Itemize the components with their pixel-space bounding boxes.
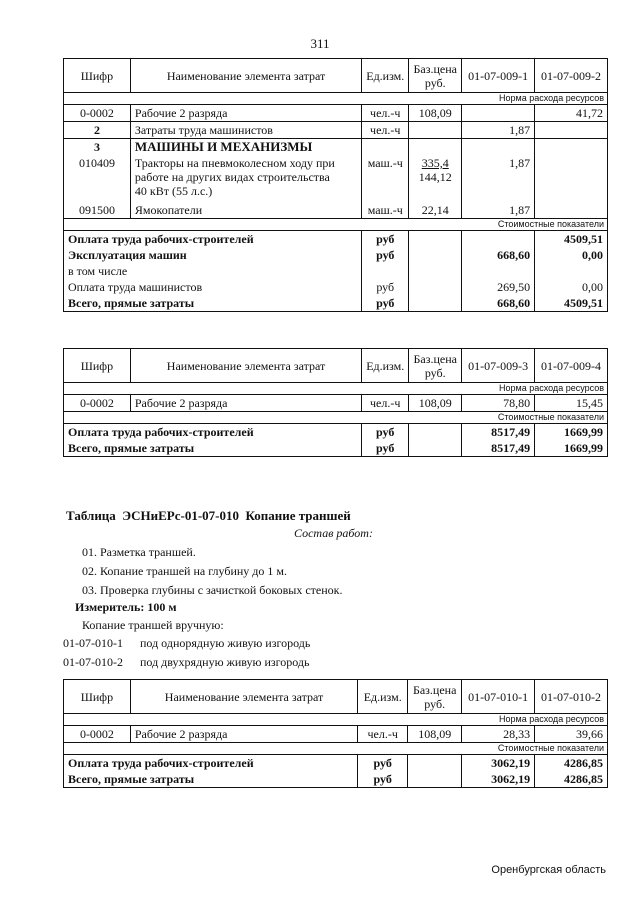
cost-name: Всего, прямые затраты — [64, 771, 358, 788]
row-value-2: 15,45 — [535, 395, 608, 412]
table-header-row — [64, 59, 608, 93]
work-item: 01. Разметка траншей. — [82, 545, 196, 559]
row-name: МАШИНЫ И МЕХАНИЗМЫ — [130, 139, 361, 156]
row-name: Рабочие 2 разряда — [130, 395, 361, 412]
norm-subheader: Норма расхода ресурсов — [64, 714, 608, 726]
item-text: под однорядную живую изгородь — [140, 636, 311, 650]
row-name: Рабочие 2 разряда — [130, 726, 357, 743]
header-base-price: Баз.цена руб. — [408, 680, 462, 714]
table-header-row — [64, 680, 608, 714]
header-unit: Ед.изм. — [362, 349, 409, 383]
cost-value-1: 269,50 — [462, 279, 535, 295]
row-value-1 — [462, 105, 535, 122]
cost-value-2: 4286,85 — [535, 771, 608, 788]
row-value-1: 1,87 — [462, 199, 535, 219]
cost-row — [64, 263, 608, 279]
row-value-2 — [535, 122, 608, 139]
table-row — [64, 122, 608, 139]
cost-name: в том числе — [64, 263, 362, 279]
header-base-price: Баз.цена руб. — [409, 349, 462, 383]
works-title: Состав работ: — [294, 526, 373, 540]
resource-table-1 — [63, 58, 608, 312]
row-unit: маш.-ч — [362, 155, 409, 199]
row-price — [409, 122, 462, 139]
cost-name: Оплата труда машинистов — [64, 279, 362, 295]
header-col2: 01-07-009-4 — [535, 349, 608, 383]
row-value-1: 1,87 — [462, 122, 535, 139]
norm-subheader: Норма расхода ресурсов — [64, 383, 608, 395]
cost-unit: руб — [362, 295, 409, 312]
cost-value-1: 668,60 — [462, 295, 535, 312]
cost-row — [64, 440, 608, 457]
row-price: 335,4 144,12 — [409, 155, 462, 199]
row-code: 0-0002 — [64, 395, 131, 412]
cost-name: Всего, прямые затраты — [64, 295, 362, 312]
header-unit: Ед.изм. — [362, 59, 409, 93]
row-name: Затраты труда машинистов — [130, 122, 361, 139]
cost-unit: руб — [358, 771, 408, 788]
cost-value-1: 3062,19 — [462, 755, 535, 772]
header-col1: 01-07-009-3 — [462, 349, 535, 383]
item-text: под двухрядную живую изгородь — [140, 655, 310, 669]
row-unit: чел.-ч — [362, 395, 409, 412]
cost-unit: руб — [362, 440, 409, 457]
row-unit: маш.-ч — [362, 199, 409, 219]
section-title: Таблица ЭСНиЕРс-01-07-010 Копание траншей — [66, 508, 351, 523]
table-row — [64, 199, 608, 219]
row-price: 22,14 — [409, 199, 462, 219]
cost-subheader: Стоимостные показатели — [64, 412, 608, 424]
header-col2: 01-07-009-2 — [535, 59, 608, 93]
table-row — [64, 139, 608, 156]
cost-unit: руб — [362, 247, 409, 263]
work-item: 02. Копание траншей на глубину до 1 м. — [82, 564, 287, 578]
row-value-2 — [535, 199, 608, 219]
table-row — [64, 105, 608, 122]
cost-unit: руб — [362, 424, 409, 441]
table-row — [64, 726, 608, 743]
cost-value-2: 4509,51 — [535, 295, 608, 312]
cost-name: Эксплуатация машин — [64, 247, 362, 263]
cost-row — [64, 279, 608, 295]
header-code: Шифр — [64, 349, 131, 383]
resource-table-3 — [63, 679, 608, 788]
cost-subheader: Стоимостные показатели — [64, 219, 608, 231]
row-unit: чел.-ч — [362, 122, 409, 139]
header-base-price: Баз.цена руб. — [409, 59, 462, 93]
header-code: Шифр — [64, 680, 131, 714]
row-code: 3 — [64, 139, 131, 156]
resource-table-2 — [63, 348, 608, 457]
cost-row — [64, 424, 608, 441]
cost-row — [64, 247, 608, 263]
row-unit: чел.-ч — [358, 726, 408, 743]
cost-unit: руб — [358, 755, 408, 772]
item-code: 01-07-010-1 — [63, 636, 123, 650]
row-code: 2 — [64, 122, 131, 139]
cost-value-1 — [462, 231, 535, 248]
row-value-1: 28,33 — [462, 726, 535, 743]
cost-row — [64, 231, 608, 248]
row-value-1: 78,80 — [462, 395, 535, 412]
table-row — [64, 155, 608, 199]
row-code: 010409 — [64, 155, 131, 199]
row-price: 108,09 — [409, 105, 462, 122]
cost-value-2: 0,00 — [535, 247, 608, 263]
cost-row — [64, 295, 608, 312]
row-value-2: 41,72 — [535, 105, 608, 122]
cost-unit: руб — [362, 279, 409, 295]
cost-row — [64, 755, 608, 772]
row-name: Рабочие 2 разряда — [130, 105, 361, 122]
cost-value-1: 3062,19 — [462, 771, 535, 788]
row-value-2 — [535, 155, 608, 199]
row-name: Ямокопатели — [130, 199, 361, 219]
cost-value-2: 1669,99 — [535, 424, 608, 441]
cost-name: Оплата труда рабочих-строителей — [64, 424, 362, 441]
row-code: 0-0002 — [64, 726, 131, 743]
row-name: Тракторы на пневмоколесном ходу при работе на других видах строительства 40 кВт (55 л.с.) — [130, 155, 361, 199]
cost-value-1: 8517,49 — [462, 424, 535, 441]
header-unit: Ед.изм. — [358, 680, 408, 714]
row-value-2: 39,66 — [535, 726, 608, 743]
row-unit: чел.-ч — [362, 105, 409, 122]
cost-value-2: 1669,99 — [535, 440, 608, 457]
row-code: 091500 — [64, 199, 131, 219]
cost-value-1: 668,60 — [462, 247, 535, 263]
page-number: 311 — [310, 36, 330, 51]
table-row — [64, 395, 608, 412]
footer-region: Оренбургская область — [491, 864, 606, 876]
item-code: 01-07-010-2 — [63, 655, 123, 669]
header-code: Шифр — [64, 59, 131, 93]
table-header-row — [64, 349, 608, 383]
header-name: Наименование элемента затрат — [130, 349, 361, 383]
measure-unit: Измеритель: 100 м — [75, 600, 177, 614]
cost-name: Всего, прямые затраты — [64, 440, 362, 457]
cost-value-2: 0,00 — [535, 279, 608, 295]
cost-value-2: 4509,51 — [535, 231, 608, 248]
cost-row — [64, 771, 608, 788]
cost-value-2: 4286,85 — [535, 755, 608, 772]
row-price: 108,09 — [408, 726, 462, 743]
manual-digging: Копание траншей вручную: — [82, 618, 224, 632]
cost-value-1: 8517,49 — [462, 440, 535, 457]
row-code: 0-0002 — [64, 105, 131, 122]
row-value-1: 1,87 — [462, 155, 535, 199]
header-name: Наименование элемента затрат — [130, 59, 361, 93]
cost-unit: руб — [362, 231, 409, 248]
cost-name: Оплата труда рабочих-строителей — [64, 755, 358, 772]
header-name: Наименование элемента затрат — [130, 680, 357, 714]
row-price: 108,09 — [409, 395, 462, 412]
work-item: 03. Проверка глубины с зачисткой боковых стенок. — [82, 583, 343, 597]
cost-name: Оплата труда рабочих-строителей — [64, 231, 362, 248]
header-col1: 01-07-009-1 — [462, 59, 535, 93]
header-col1: 01-07-010-1 — [462, 680, 535, 714]
norm-subheader: Норма расхода ресурсов — [64, 93, 608, 105]
cost-subheader: Стоимостные показатели — [64, 743, 608, 755]
header-col2: 01-07-010-2 — [535, 680, 608, 714]
